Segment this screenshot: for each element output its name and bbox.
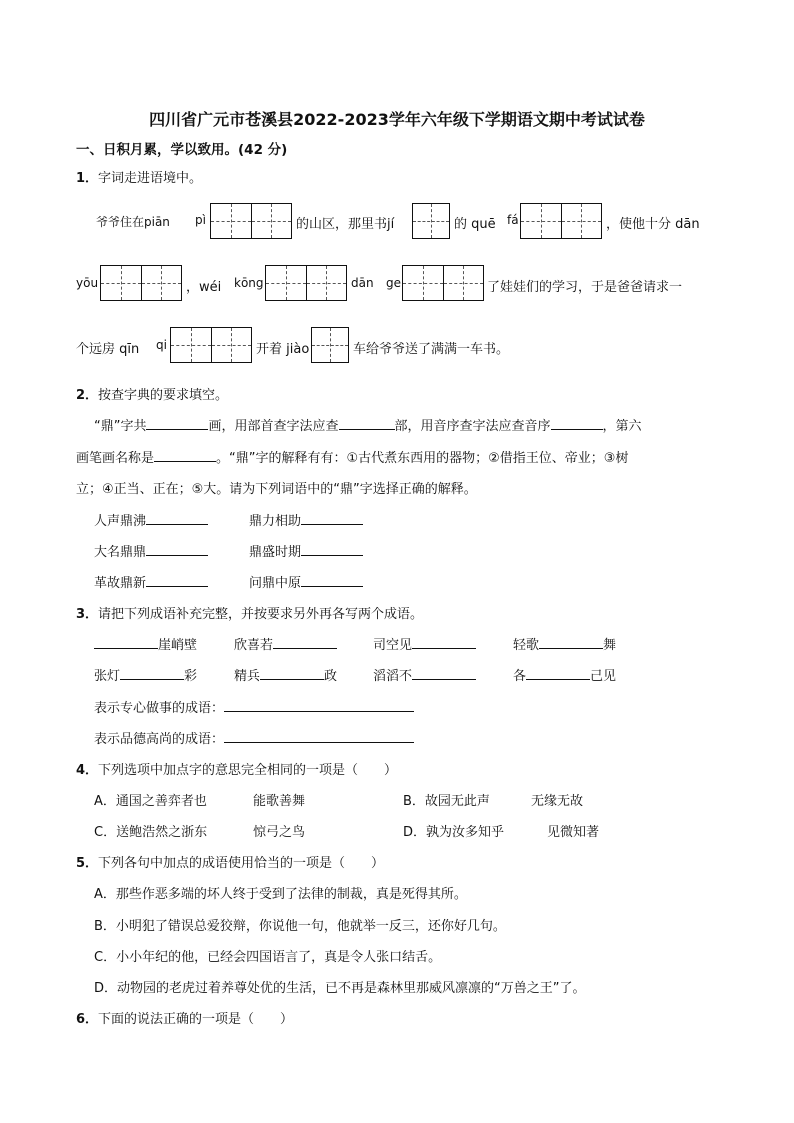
option-text: 通国之善弈者也 bbox=[115, 794, 207, 809]
idiom-blank[interactable] bbox=[526, 665, 590, 680]
character-box-quefa[interactable] bbox=[520, 203, 602, 239]
word: 革故鼎新 bbox=[94, 576, 147, 591]
idiom-blank[interactable] bbox=[260, 665, 324, 680]
option-label: D． bbox=[403, 825, 427, 840]
idiom-item bbox=[234, 665, 337, 684]
q2-line-1 bbox=[94, 415, 642, 434]
idiom-blank[interactable] bbox=[412, 634, 476, 649]
q2-word bbox=[94, 510, 208, 529]
option-a[interactable] bbox=[94, 790, 207, 809]
idiom-item bbox=[94, 634, 197, 653]
question-4-title bbox=[76, 759, 397, 778]
blank-stroke-name[interactable] bbox=[154, 447, 216, 462]
sentence-text: ，wéi bbox=[186, 280, 222, 295]
idiom-item bbox=[373, 634, 476, 653]
option-text: 故园无此声 bbox=[424, 794, 490, 809]
option-c[interactable] bbox=[94, 821, 207, 840]
sentence-text: 了娃娃们的学习，于是爸爸请求一 bbox=[487, 280, 683, 295]
character-box-jiao[interactable] bbox=[311, 327, 349, 363]
word: 问鼎中原 bbox=[249, 576, 302, 591]
q2-line-2 bbox=[76, 447, 628, 466]
sentence-text: 开着 jiào bbox=[256, 342, 310, 357]
q2-word bbox=[94, 541, 208, 560]
question-number: 6． bbox=[76, 1012, 99, 1027]
option-c[interactable]: C．小小年纪的他，已经会四国语言了，真是令人张口结舌。 bbox=[94, 950, 442, 965]
text: ，第六 bbox=[602, 419, 642, 434]
question-number: 3． bbox=[76, 607, 99, 622]
character-box-danyou[interactable] bbox=[100, 265, 182, 301]
sentence-text: ，使他十分 dān bbox=[606, 217, 700, 232]
option-b[interactable] bbox=[403, 790, 490, 809]
idiom-requirement bbox=[94, 728, 414, 747]
requirement-blank[interactable] bbox=[224, 728, 414, 743]
section-heading: 一、日积月累，学以致用。(42 分) bbox=[76, 142, 288, 158]
idiom-part: 滔滔不 bbox=[373, 669, 413, 684]
text: 部，用音序查字法应查音序 bbox=[394, 419, 551, 434]
idiom-part: 己见 bbox=[590, 669, 617, 684]
question-prompt: 请把下列成语补充完整，并按要求另外再各写两个成语。 bbox=[98, 607, 424, 622]
q2-word bbox=[94, 572, 208, 591]
page-title: 四川省广元市苍溪县2022-2023学年六年级下学期语文期中考试试卷 bbox=[149, 110, 645, 129]
idiom-blank[interactable] bbox=[94, 634, 158, 649]
option-text: 送鲍浩然之浙东 bbox=[116, 825, 208, 840]
idiom-part: 轻歌 bbox=[513, 638, 540, 653]
character-box-pianpi[interactable] bbox=[210, 203, 292, 239]
idiom-blank[interactable] bbox=[120, 665, 184, 680]
question-number: 1． bbox=[76, 171, 99, 186]
blank-stroke-count[interactable] bbox=[146, 415, 208, 430]
option-text: 孰为汝多知乎 bbox=[426, 825, 505, 840]
requirement-blank[interactable] bbox=[224, 697, 414, 712]
text: 画，用部首查字法应查 bbox=[208, 419, 339, 434]
q2-word bbox=[249, 510, 363, 529]
word: 鼎力相助 bbox=[249, 514, 302, 529]
idiom-part: 舞 bbox=[603, 638, 617, 653]
option-text: 惊弓之鸟 bbox=[253, 825, 306, 840]
option-text: 能歌善舞 bbox=[253, 794, 306, 809]
character-box-qinqi[interactable] bbox=[170, 327, 252, 363]
requirement-label: 表示品德高尚的成语： bbox=[94, 732, 225, 747]
pinyin-text: yōu bbox=[76, 276, 99, 290]
text: “鼎”字共 bbox=[94, 419, 147, 434]
idiom-item bbox=[373, 665, 476, 684]
option-label: B． bbox=[403, 794, 425, 809]
idiom-part: 彩 bbox=[184, 669, 198, 684]
q2-line-3: 立；④正当、正在；⑤大。请为下列词语中的“鼎”字选择正确的解释。 bbox=[76, 482, 477, 497]
sentence-text: 的山区，那里书jí bbox=[296, 217, 395, 232]
question-number: 4． bbox=[76, 763, 99, 778]
question-number: 5． bbox=[76, 856, 99, 871]
idiom-item bbox=[94, 665, 197, 684]
idiom-blank[interactable] bbox=[273, 634, 337, 649]
option-d[interactable] bbox=[403, 821, 504, 840]
question-prompt: 按查字典的要求填空。 bbox=[98, 388, 229, 403]
option-label: C． bbox=[94, 825, 117, 840]
idiom-blank[interactable] bbox=[412, 665, 476, 680]
question-number: 2． bbox=[76, 388, 99, 403]
idiom-item bbox=[234, 634, 337, 653]
option-text: 见微知著 bbox=[547, 825, 600, 840]
idiom-part: 张灯 bbox=[94, 669, 121, 684]
question-prompt: 下列各句中加点的成语使用恰当的一项是（ ） bbox=[98, 856, 385, 871]
question-5-title bbox=[76, 852, 384, 871]
question-1-title bbox=[76, 167, 202, 186]
q2-word bbox=[249, 572, 363, 591]
answer-blank[interactable] bbox=[301, 541, 363, 556]
question-2-title bbox=[76, 384, 228, 403]
question-6-title bbox=[76, 1008, 293, 1027]
sentence-text: 的 quē bbox=[454, 217, 496, 232]
character-box-dange[interactable] bbox=[402, 265, 484, 301]
word: 大名鼎鼎 bbox=[94, 545, 147, 560]
sentence-text: 车给爷爷送了满满一车书。 bbox=[353, 342, 510, 357]
question-prompt: 下面的说法正确的一项是（ ） bbox=[98, 1012, 294, 1027]
blank-phonetic-order[interactable] bbox=[551, 415, 603, 430]
option-d[interactable]: D．动物园的老虎过着养尊处优的生活，已不再是森林里那威风凛凛的“万兽之王”了。 bbox=[94, 981, 586, 996]
answer-blank[interactable] bbox=[146, 510, 208, 525]
pinyin-text: fá bbox=[507, 213, 519, 227]
sentence-text: 个远房 qīn bbox=[76, 342, 140, 357]
pinyin-text: pì bbox=[195, 213, 206, 227]
option-text: 无缘无故 bbox=[531, 794, 584, 809]
answer-blank[interactable] bbox=[146, 541, 208, 556]
word: 人声鼎沸 bbox=[94, 514, 147, 529]
idiom-item bbox=[513, 665, 616, 684]
answer-blank[interactable] bbox=[301, 572, 363, 587]
idiom-part: 司空见 bbox=[373, 638, 413, 653]
answer-blank[interactable] bbox=[301, 510, 363, 525]
requirement-label: 表示专心做事的成语： bbox=[94, 701, 225, 716]
pinyin-text: dān bbox=[351, 276, 374, 290]
idiom-part: 政 bbox=[324, 669, 338, 684]
pinyin-text: ge bbox=[386, 276, 401, 290]
option-a[interactable]: A．那些作恶多端的坏人终于受到了法律的制裁，真是死得其所。 bbox=[94, 887, 467, 902]
idiom-part: 各 bbox=[513, 669, 527, 684]
option-label: A． bbox=[94, 794, 116, 809]
idiom-part: 崖峭壁 bbox=[158, 638, 198, 653]
text: 。“鼎”字的解释有有：①古代煮东西用的器物；②借指王位、帝业；③树 bbox=[216, 451, 629, 466]
character-box-ji[interactable] bbox=[412, 203, 450, 239]
idiom-requirement bbox=[94, 697, 414, 716]
pinyin-text: kōng bbox=[234, 276, 264, 290]
character-box-weikong[interactable] bbox=[265, 265, 347, 301]
question-prompt: 字词走进语境中。 bbox=[98, 171, 203, 186]
option-b[interactable]: B．小明犯了错误总爱狡辩，你说他一句，他就举一反三，还你好几句。 bbox=[94, 919, 506, 934]
answer-blank[interactable] bbox=[146, 572, 208, 587]
pinyin-text: 爷爷住在piān bbox=[96, 215, 170, 229]
word: 鼎盛时期 bbox=[249, 545, 302, 560]
question-prompt: 下列选项中加点字的意思完全相同的一项是（ ） bbox=[98, 763, 398, 778]
blank-radical[interactable] bbox=[339, 415, 395, 430]
pinyin-text: qi bbox=[156, 338, 167, 352]
text: 画笔画名称是 bbox=[76, 451, 155, 466]
idiom-item bbox=[513, 634, 616, 653]
question-3-title bbox=[76, 603, 423, 622]
idiom-part: 欣喜若 bbox=[234, 638, 274, 653]
q2-word bbox=[249, 541, 363, 560]
idiom-part: 精兵 bbox=[234, 669, 261, 684]
idiom-blank[interactable] bbox=[539, 634, 603, 649]
